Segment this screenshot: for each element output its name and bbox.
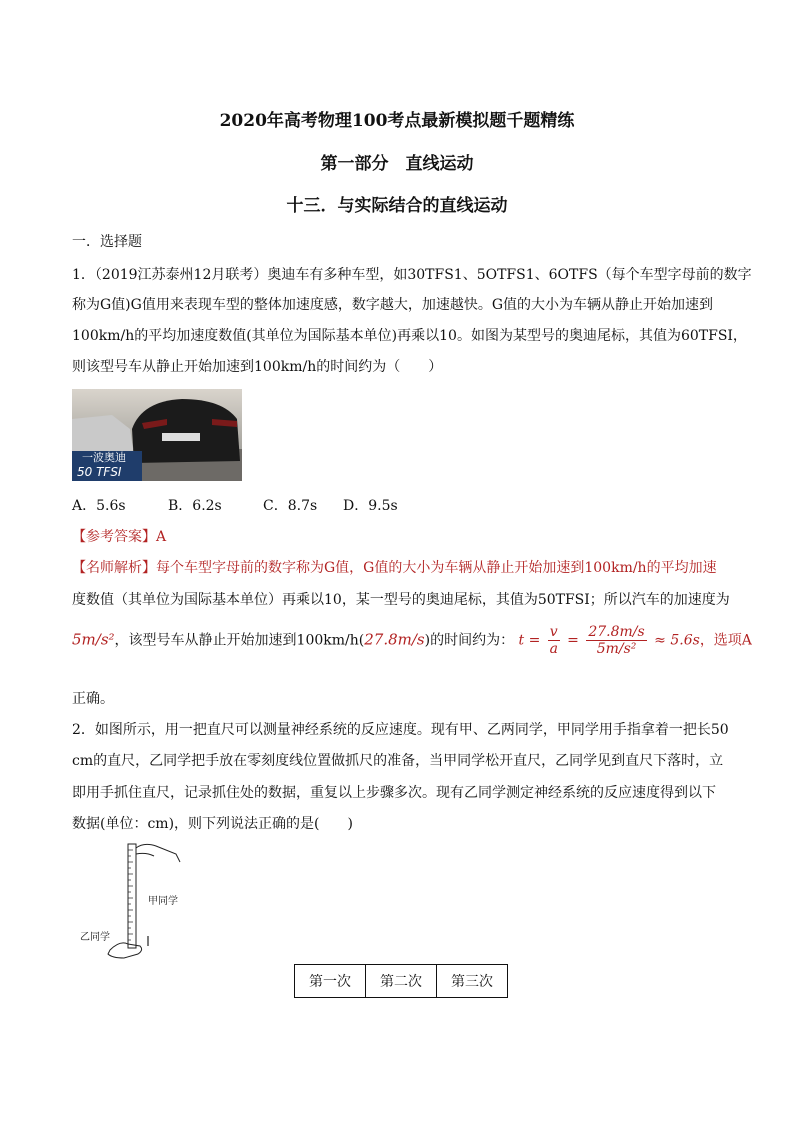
table-header-cell: 第二次: [366, 965, 437, 998]
accel-value: 5m/s²: [72, 630, 115, 649]
section-title: 十三．与实际结合的直线运动: [286, 196, 508, 216]
option-c: C．8.7s: [263, 498, 318, 514]
label-yi: 乙同学: [80, 932, 110, 943]
option-b: B．6.2s: [168, 498, 222, 514]
fraction-value: [586, 624, 646, 657]
fraction-v-over-a: [548, 624, 560, 657]
table-header-cell: 第一次: [295, 965, 366, 998]
frac-v: v: [549, 624, 558, 640]
formula-eq: =: [567, 632, 579, 649]
answer: 【参考答案】A: [72, 529, 167, 545]
data-table: [294, 964, 508, 998]
part-title: 第一部分 直线运动: [320, 154, 474, 174]
analysis-line-1: [72, 557, 717, 577]
ruler-diagram: [80, 840, 200, 970]
photo-text-1: 一波奥迪: [82, 451, 126, 464]
analysis-line-2: 度数值（其单位为国际基本单位）再乘以10，某一型号的奥迪尾标，其值为50TFSI；所以汽车的加速度为: [72, 592, 730, 608]
document-title: 2020年高考物理100考点最新模拟题千题精练: [219, 111, 575, 131]
q1-line-1: 1．（2019江苏泰州12月联考）奥迪车有多种车型，如30TFS1、5OTFS1、6OTFS（每个车型字母前的数字: [72, 267, 752, 283]
section-label: 一．选择题: [72, 234, 142, 250]
formula-text-mid: ，该型号车从静止开始加速到100km/h(: [114, 632, 365, 649]
frac-den: 5m/s²: [596, 641, 637, 657]
frac-num: 27.8m/s: [588, 624, 645, 640]
option-d: D．9.5s: [343, 498, 398, 514]
q2-line-3: 即用手抓住直尺，记录抓住处的数据，重复以上步骤多次。现有乙同学测定神经系统的反应速度得到以下: [72, 785, 716, 801]
formula-t: t =: [518, 632, 541, 649]
q1-line-2: 称为G值)G值用来表现车型的整体加速度感，数字越大，加速越快。G值的大小为车辆从静止开始加速到: [72, 297, 714, 313]
frac-a: a: [549, 641, 558, 657]
q2-line-4: 数据(单位：cm)，则下列说法正确的是( ): [72, 816, 353, 832]
audi-car-photo: [72, 389, 242, 481]
speed-value: 27.8m/s: [364, 630, 425, 649]
table-header-cell: 第三次: [437, 965, 508, 998]
q1-line-4: 则该型号车从静止开始加速到100km/h的时间约为（ ）: [72, 359, 443, 375]
formula-tail: ，选项A: [699, 632, 752, 649]
q1-line-3: 100km/h的平均加速度数值(其单位为国际基本单位)再乘以10。如图为某型号的奥迪尾标，其值为60TFSI，: [72, 328, 747, 344]
option-a: A．5.6s: [72, 498, 126, 514]
formula-approx: ≈ 5.6s: [654, 632, 700, 649]
photo-text-2: 50 TFSI: [77, 465, 122, 479]
q2-line-1: 2．如图所示，用一把直尺可以测量神经系统的反应速度。现有甲、乙两同学，甲同学用手指拿着一把长50: [72, 722, 729, 738]
table-row: [295, 965, 508, 998]
formula-text-after: )的时间约为：: [424, 632, 515, 649]
q2-line-2: cm的直尺，乙同学把手放在零刻度线位置做抓尺的准备，当甲同学松开直尺，乙同学见到直尺下落时，立: [72, 753, 724, 769]
analysis-text-1: 【名师解析】每个车型字母前的数字称为G值，G值的大小为车辆从静止开始加速到100km/h的平均加速: [72, 560, 717, 576]
analysis-formula-line: [72, 624, 752, 657]
label-jia: 甲同学: [148, 896, 178, 907]
analysis-end: 正确。: [72, 691, 114, 707]
